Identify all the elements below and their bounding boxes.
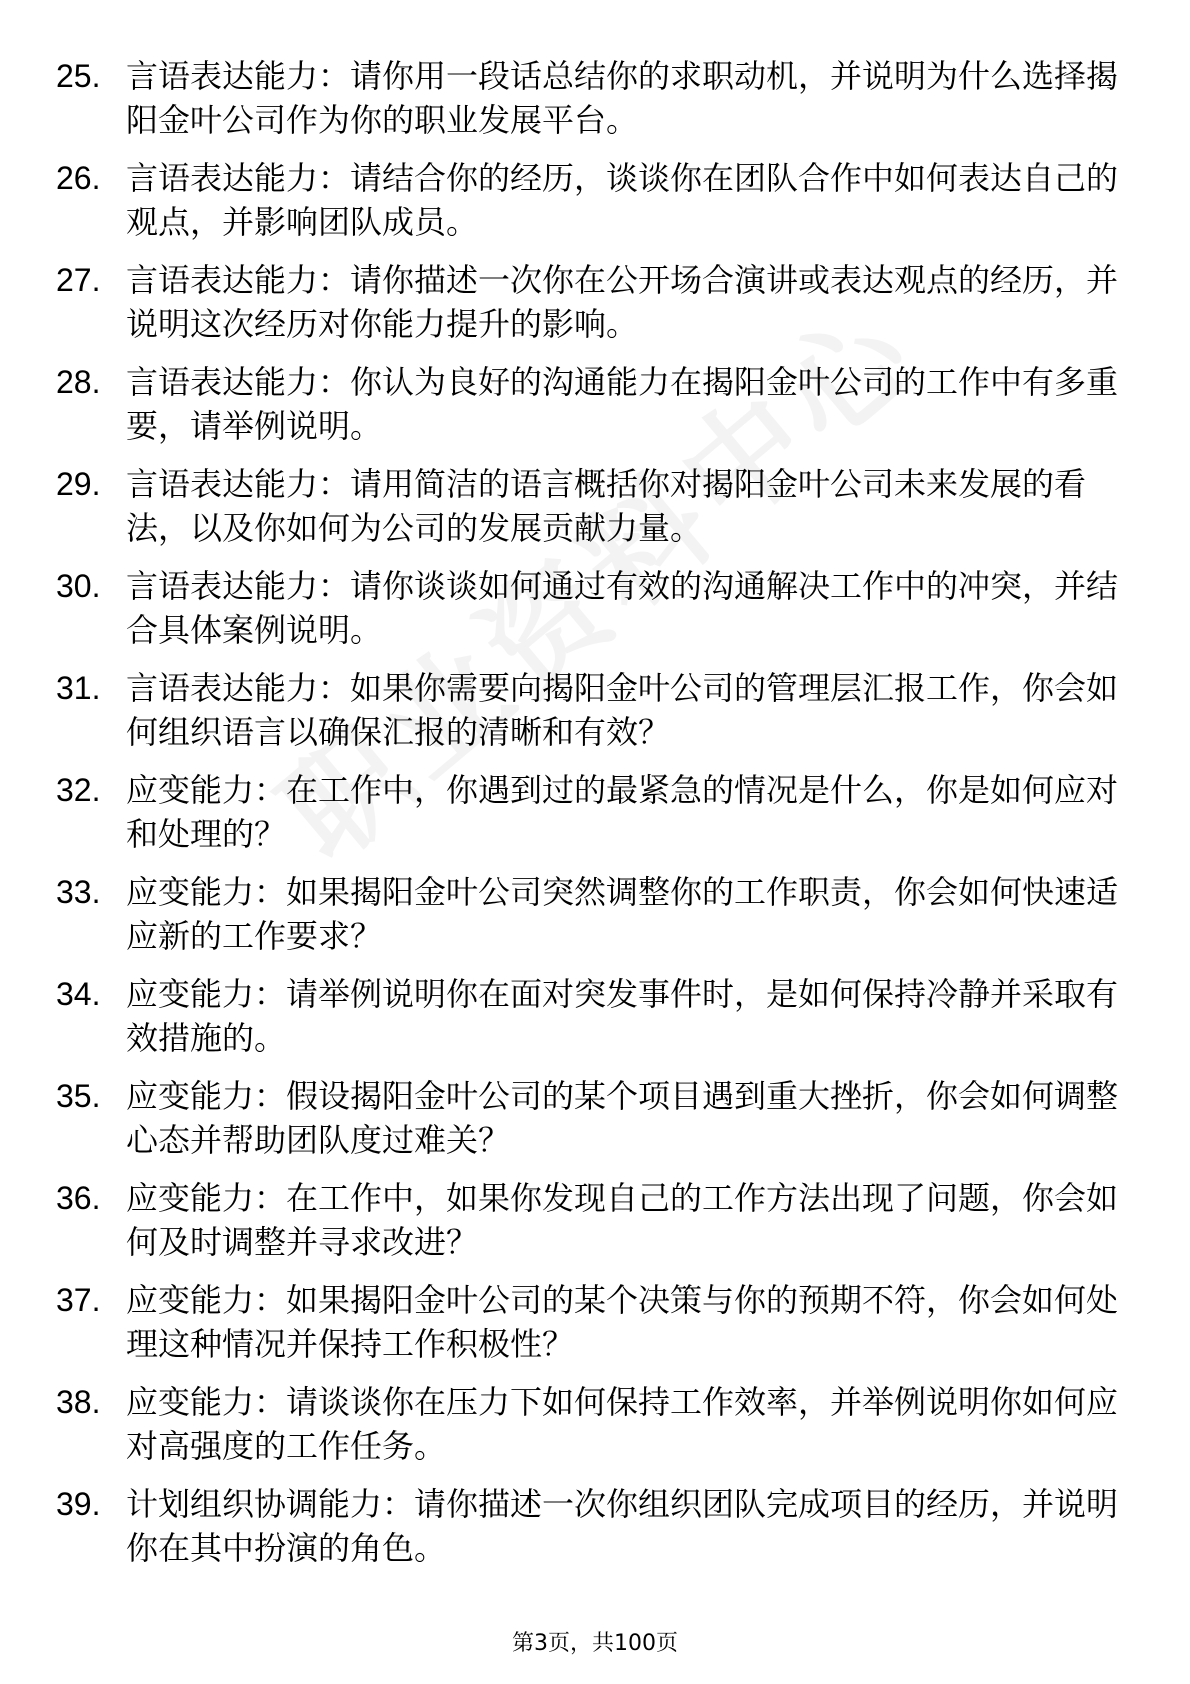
question-item xyxy=(0,1068,1190,1170)
question-number: 37. xyxy=(56,1282,101,1318)
question-item xyxy=(0,660,1190,762)
question-text: 言语表达能力：请你谈谈如何通过有效的沟通解决工作中的冲突，并结合具体案例说明。 xyxy=(126,567,1119,649)
question-number: 25. xyxy=(56,58,101,94)
question-text: 应变能力：在工作中，你遇到过的最紧急的情况是什么，你是如何应对和处理的？ xyxy=(126,771,1119,853)
question-item xyxy=(0,864,1190,966)
question-number: 35. xyxy=(56,1078,101,1114)
question-number: 38. xyxy=(56,1384,101,1420)
question-item xyxy=(0,252,1190,354)
question-text: 应变能力：假设揭阳金叶公司的某个项目遇到重大挫折，你会如何调整心态并帮助团队度过难关？ xyxy=(126,1077,1119,1159)
question-number: 34. xyxy=(56,976,101,1012)
question-item xyxy=(0,48,1190,150)
question-number: 30. xyxy=(56,568,101,604)
question-text: 言语表达能力：请你描述一次你在公开场合演讲或表达观点的经历，并说明这次经历对你能力提升的影响。 xyxy=(126,261,1119,343)
question-item xyxy=(0,558,1190,660)
question-text: 计划组织协调能力：请你描述一次你组织团队完成项目的经历，并说明你在其中扮演的角色。 xyxy=(126,1485,1119,1567)
question-text: 言语表达能力：请你用一段话总结你的求职动机，并说明为什么选择揭阳金叶公司作为你的职业发展平台。 xyxy=(126,57,1119,139)
question-item xyxy=(0,1476,1190,1578)
question-item xyxy=(0,1170,1190,1272)
question-list xyxy=(0,48,1190,1578)
question-text: 应变能力：如果揭阳金叶公司的某个决策与你的预期不符，你会如何处理这种情况并保持工作积极性？ xyxy=(126,1281,1119,1363)
question-number: 31. xyxy=(56,670,101,706)
question-number: 32. xyxy=(56,772,101,808)
question-item xyxy=(0,150,1190,252)
question-item xyxy=(0,966,1190,1068)
question-text: 应变能力：在工作中，如果你发现自己的工作方法出现了问题，你会如何及时调整并寻求改进？ xyxy=(126,1179,1119,1261)
question-text: 言语表达能力：如果你需要向揭阳金叶公司的管理层汇报工作，你会如何组织语言以确保汇报的清晰和有效？ xyxy=(126,669,1119,751)
question-text: 言语表达能力：请结合你的经历，谈谈你在团队合作中如何表达自己的观点，并影响团队成员。 xyxy=(126,159,1119,241)
question-item xyxy=(0,456,1190,558)
question-number: 33. xyxy=(56,874,101,910)
question-number: 29. xyxy=(56,466,101,502)
question-text: 言语表达能力：请用简洁的语言概括你对揭阳金叶公司未来发展的看法，以及你如何为公司的发展贡献力量。 xyxy=(126,465,1087,547)
question-item xyxy=(0,354,1190,456)
question-number: 26. xyxy=(56,160,101,196)
question-item xyxy=(0,1272,1190,1374)
question-item xyxy=(0,1374,1190,1476)
page-footer: 第3页，共100页 xyxy=(512,1631,678,1656)
question-item xyxy=(0,762,1190,864)
question-text: 言语表达能力：你认为良好的沟通能力在揭阳金叶公司的工作中有多重要，请举例说明。 xyxy=(126,363,1119,445)
question-number: 39. xyxy=(56,1486,101,1522)
question-text: 应变能力：请举例说明你在面对突发事件时，是如何保持冷静并采取有效措施的。 xyxy=(126,975,1119,1057)
question-number: 36. xyxy=(56,1180,101,1216)
question-text: 应变能力：请谈谈你在压力下如何保持工作效率，并举例说明你如何应对高强度的工作任务。 xyxy=(126,1383,1119,1465)
question-number: 28. xyxy=(56,364,101,400)
question-text: 应变能力：如果揭阳金叶公司突然调整你的工作职责，你会如何快速适应新的工作要求？ xyxy=(126,873,1119,955)
question-number: 27. xyxy=(56,262,101,298)
